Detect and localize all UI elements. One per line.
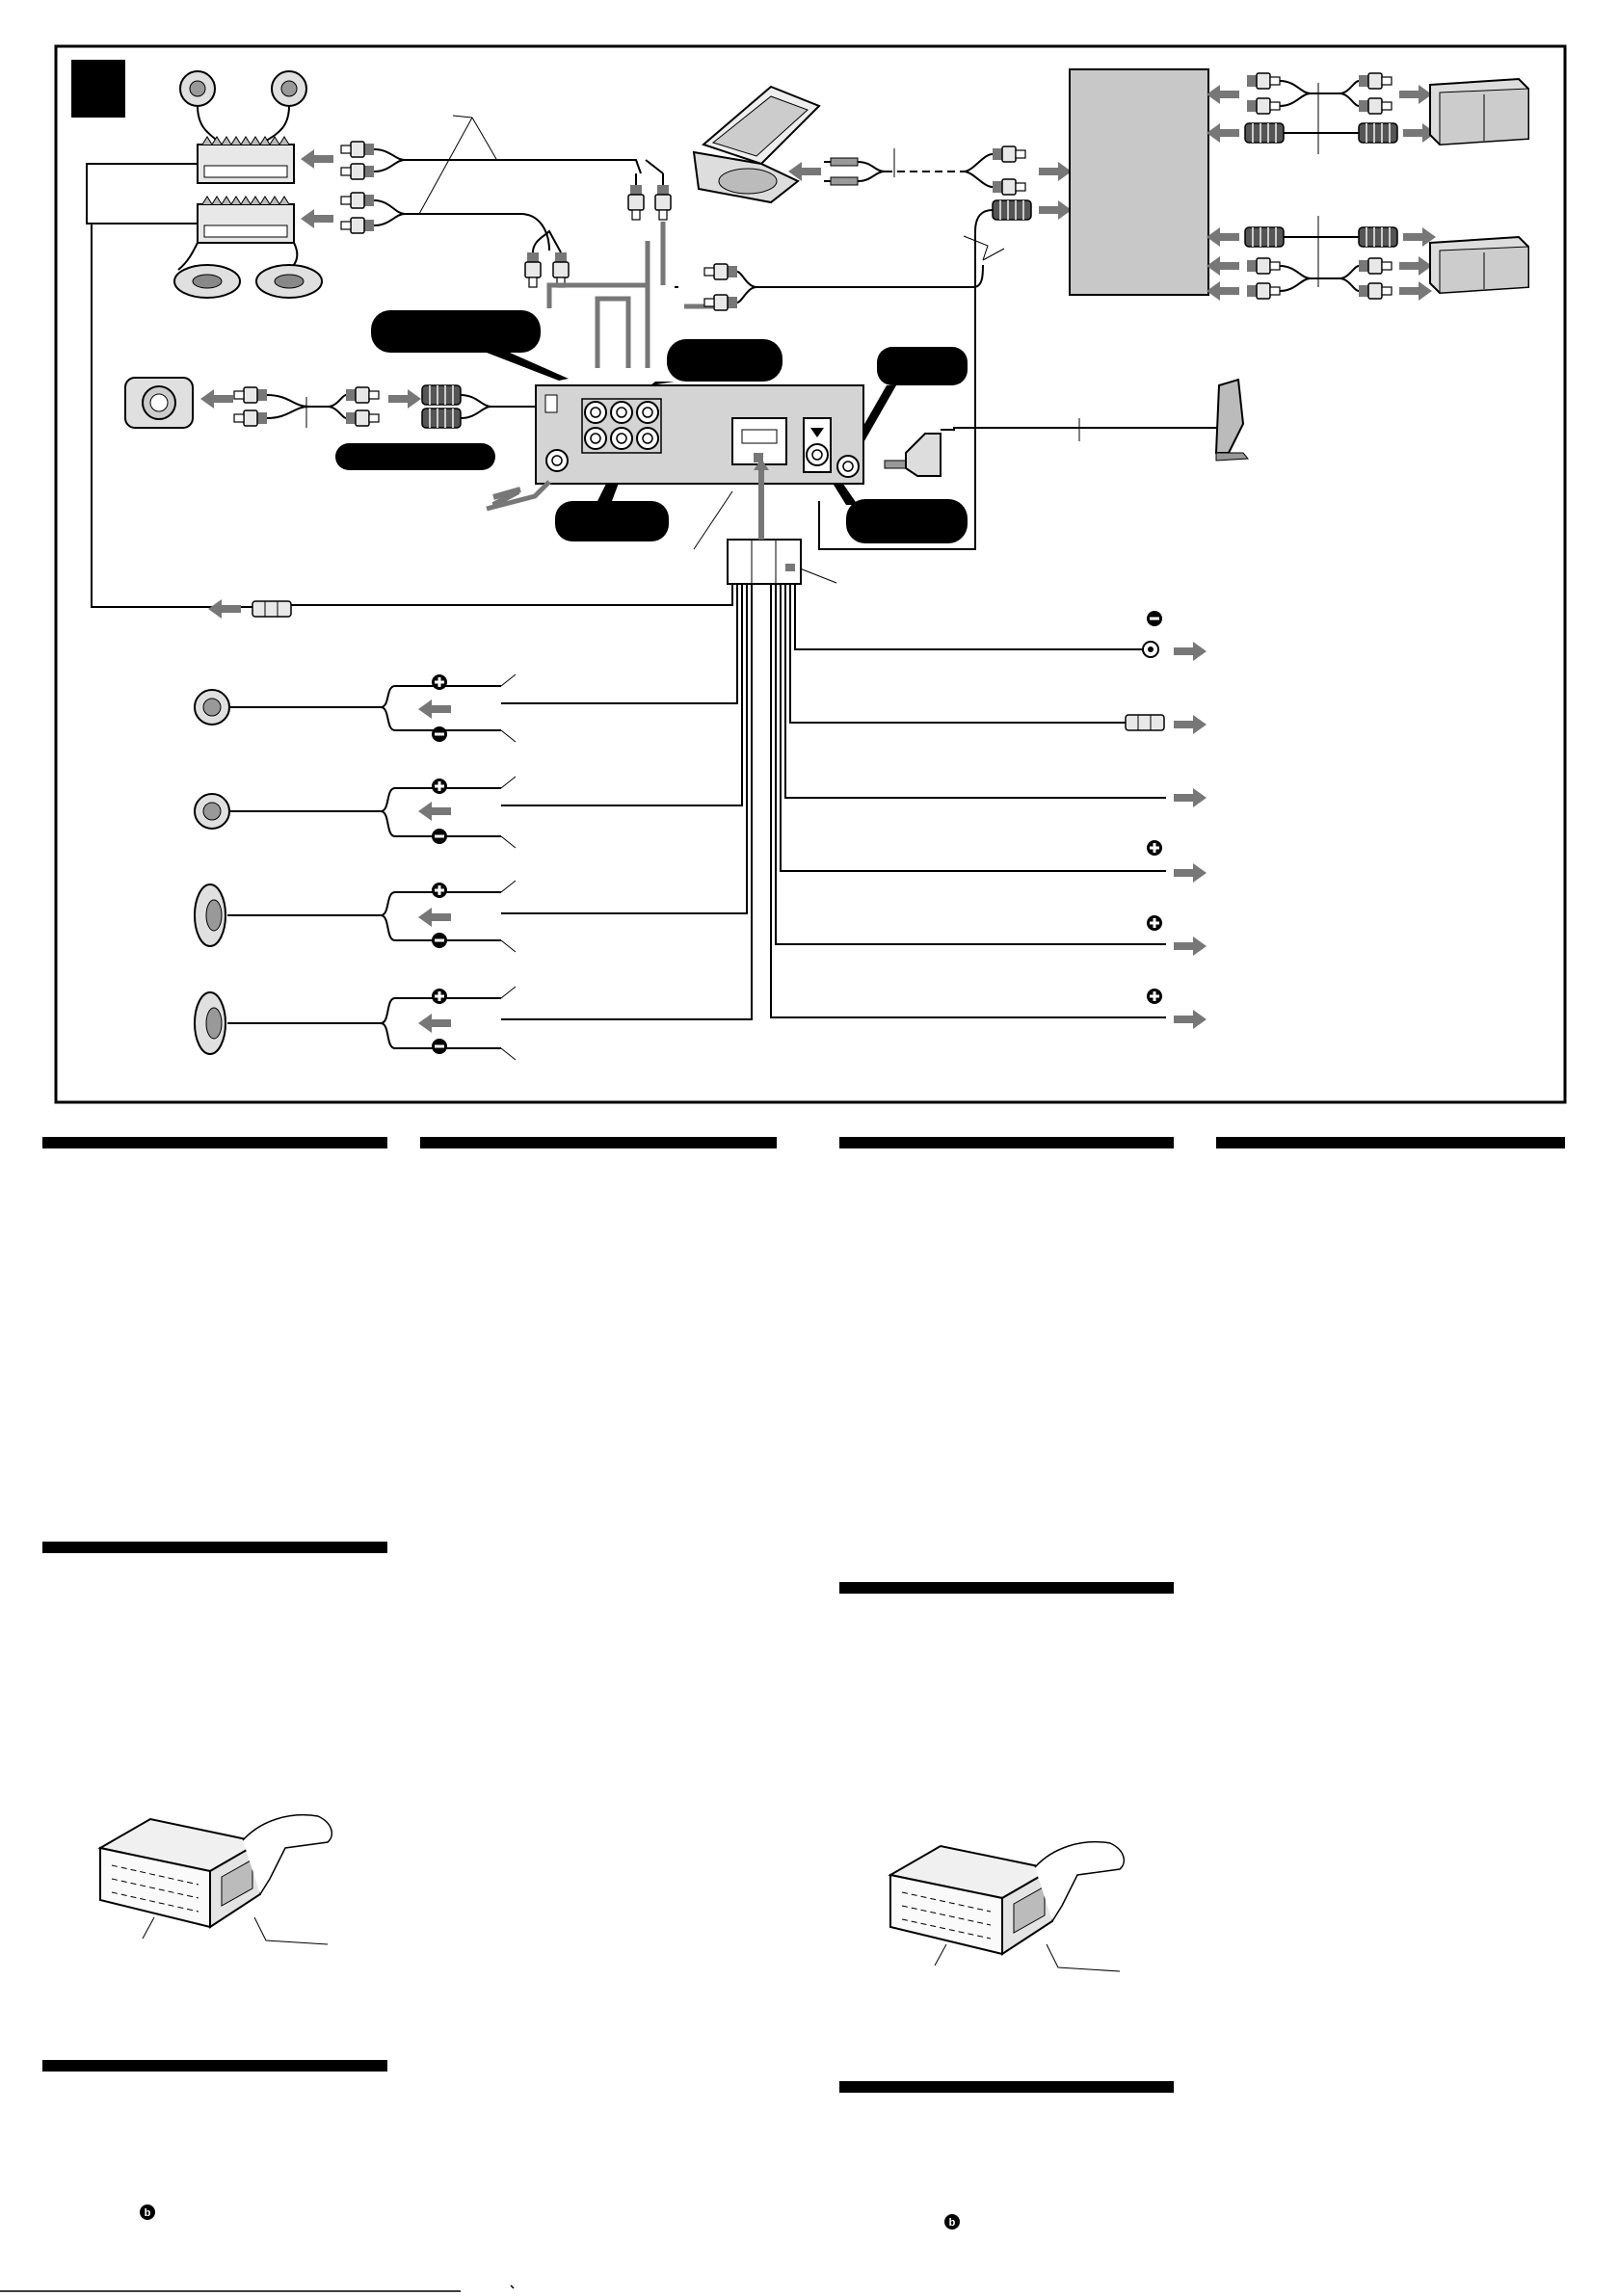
label-badge — [877, 347, 968, 385]
label-badge — [846, 499, 968, 543]
speaker-oval-icon — [174, 265, 240, 298]
label-badge — [335, 443, 495, 470]
cd-changer-interface-box — [1070, 69, 1208, 295]
speaker-round-icon — [195, 690, 229, 725]
inline-connector-icon — [1126, 715, 1164, 730]
section-header-rule — [1216, 1137, 1565, 1148]
section-header-rule — [420, 1137, 777, 1148]
rca-output-jack — [637, 402, 658, 423]
speaker-oval-side-icon — [195, 884, 225, 946]
portable-player-icon — [694, 87, 819, 202]
inline-connector-icon — [252, 601, 291, 617]
section-header-rule — [839, 1137, 1174, 1148]
tweeter-icon — [272, 71, 306, 106]
aux-jack — [837, 456, 859, 477]
speaker-oval-icon — [256, 265, 322, 298]
mini-plug — [824, 177, 858, 185]
power-harness-connector — [728, 540, 801, 584]
cd-changer-icon — [1430, 237, 1528, 293]
section-header-rule — [42, 1542, 387, 1553]
mounting-sleeve-illustration — [100, 1815, 332, 1944]
section-header-rule — [839, 2081, 1174, 2093]
rca-output-jack — [611, 402, 632, 423]
mini-plug — [824, 158, 858, 166]
pointer-marker — [140, 2204, 155, 2220]
microphone-icon — [1216, 380, 1248, 461]
ground-terminal-icon — [1133, 642, 1158, 657]
section-header-rule — [42, 2060, 387, 2072]
step-marker — [71, 60, 125, 118]
label-badge — [371, 310, 541, 353]
mounting-sleeve-illustration — [890, 1842, 1124, 1971]
tweeter-icon — [180, 71, 215, 106]
rca-output-jack — [637, 428, 658, 449]
remote-input-jack — [546, 450, 568, 471]
amplifier-icon — [198, 137, 294, 183]
rca-output-jack — [585, 428, 606, 449]
section-header-rule — [42, 1137, 387, 1148]
pointer-marker — [944, 2214, 960, 2230]
harness-wires — [279, 584, 1166, 1019]
label-badge — [667, 339, 782, 382]
speaker-round-icon — [195, 794, 229, 829]
head-unit-rear — [536, 385, 863, 484]
amplifier-icon — [198, 197, 294, 243]
speaker-oval-side-icon — [195, 992, 225, 1054]
cd-changer-icon — [1430, 79, 1528, 145]
section-header-rule — [839, 1582, 1174, 1594]
svg-text:b: b — [948, 2217, 956, 2229]
svg-text:b: b — [144, 2207, 151, 2219]
rca-output-jack — [585, 402, 606, 423]
rca-output-jack — [611, 428, 632, 449]
label-badge — [555, 501, 669, 541]
aux-plug — [885, 434, 941, 476]
subwoofer-icon — [125, 378, 193, 428]
